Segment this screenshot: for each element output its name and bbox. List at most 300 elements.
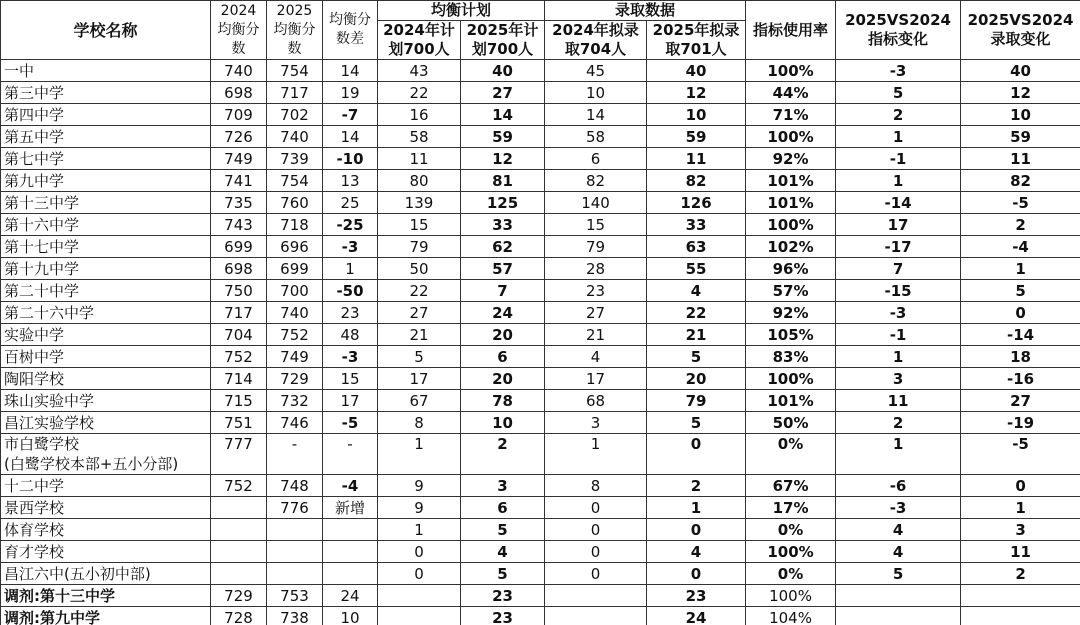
cell-score-2024 [211, 563, 267, 585]
cell-admit-change [961, 607, 1080, 625]
cell-admit-2025: 79 [647, 390, 746, 412]
cell-admit-2025: 0 [647, 519, 746, 541]
cell-admit-change: 1 [961, 258, 1080, 280]
cell-score-2024: 699 [211, 236, 267, 258]
cell-plan-2025: 59 [461, 126, 545, 148]
cell-admit-change: 27 [961, 390, 1080, 412]
cell-plan-2025: 24 [461, 302, 545, 324]
cell-plan-2024: 22 [378, 280, 461, 302]
cell-plan-change: 5 [836, 563, 961, 585]
cell-admit-2025: 10 [647, 104, 746, 126]
cell-usage: 44% [746, 82, 836, 104]
cell-usage: 100% [746, 368, 836, 390]
cell-score-2025: 732 [267, 390, 323, 412]
cell-admit-2025: 82 [647, 170, 746, 192]
cell-score-2025: 699 [267, 258, 323, 280]
cell-plan-2024: 0 [378, 563, 461, 585]
cell-score-2024: 714 [211, 368, 267, 390]
table-row [1, 258, 1080, 280]
cell-score-diff: 48 [323, 324, 378, 346]
cell-score-2025: 739 [267, 148, 323, 170]
cell-usage: 71% [746, 104, 836, 126]
cell-plan-2025: 6 [461, 346, 545, 368]
cell-usage: 100% [746, 541, 836, 563]
cell-admit-2024: 68 [545, 390, 647, 412]
cell-plan-2024: 16 [378, 104, 461, 126]
cell-admit-2024: 82 [545, 170, 647, 192]
cell-score-2025: 746 [267, 412, 323, 434]
cell-school: 第十七中学 [1, 236, 211, 258]
cell-plan-2025: 81 [461, 170, 545, 192]
cell-plan-2024: 67 [378, 390, 461, 412]
cell-score-diff: 14 [323, 60, 378, 82]
header-admit-2024: 2024年拟录取704人 [545, 21, 647, 60]
cell-admit-2025: 22 [647, 302, 746, 324]
cell-plan-2025: 20 [461, 368, 545, 390]
cell-score-diff: -50 [323, 280, 378, 302]
cell-score-2024: 715 [211, 390, 267, 412]
header-admit-2025: 2025年拟录取701人 [647, 21, 746, 60]
cell-admit-2024: 0 [545, 563, 647, 585]
cell-usage: 57% [746, 280, 836, 302]
table-row [1, 214, 1080, 236]
cell-plan-2025: 40 [461, 60, 545, 82]
cell-score-2025: 729 [267, 368, 323, 390]
cell-score-2025: 740 [267, 126, 323, 148]
cell-score-2024: 726 [211, 126, 267, 148]
table-row [1, 236, 1080, 258]
cell-school: 景西学校 [1, 497, 211, 519]
cell-plan-change: -3 [836, 302, 961, 324]
cell-school: 第九中学 [1, 170, 211, 192]
cell-admit-change: 11 [961, 148, 1080, 170]
cell-score-2025 [267, 541, 323, 563]
cell-plan-change: -3 [836, 60, 961, 82]
cell-plan-change: 1 [836, 126, 961, 148]
cell-score-diff: 1 [323, 258, 378, 280]
cell-score-diff: -3 [323, 236, 378, 258]
cell-plan-change: 2 [836, 104, 961, 126]
cell-plan-2025: 2 [461, 434, 545, 475]
cell-usage: 17% [746, 497, 836, 519]
cell-plan-change [836, 585, 961, 607]
cell-admit-2025: 23 [647, 585, 746, 607]
cell-admit-change: -5 [961, 434, 1080, 475]
cell-school: 第十三中学 [1, 192, 211, 214]
cell-plan-2025: 4 [461, 541, 545, 563]
cell-score-diff: 19 [323, 82, 378, 104]
cell-usage: 50% [746, 412, 836, 434]
cell-score-2025: 748 [267, 475, 323, 497]
cell-score-2025: 740 [267, 302, 323, 324]
table-row [1, 563, 1080, 585]
cell-score-2025: 749 [267, 346, 323, 368]
cell-plan-2024: 50 [378, 258, 461, 280]
table-row [1, 607, 1080, 625]
cell-plan-change: -1 [836, 324, 961, 346]
cell-usage: 67% [746, 475, 836, 497]
cell-score-diff: 24 [323, 585, 378, 607]
cell-admit-change: 5 [961, 280, 1080, 302]
cell-admit-2025: 33 [647, 214, 746, 236]
table-body [1, 60, 1080, 625]
cell-admit-change: 1 [961, 497, 1080, 519]
cell-admit-2024: 58 [545, 126, 647, 148]
table-row [1, 475, 1080, 497]
cell-score-2025: 718 [267, 214, 323, 236]
cell-admit-2025: 12 [647, 82, 746, 104]
cell-score-2025 [267, 519, 323, 541]
cell-score-2024: 728 [211, 607, 267, 625]
cell-admit-2024: 0 [545, 497, 647, 519]
cell-plan-2025: 5 [461, 563, 545, 585]
cell-admit-change [961, 585, 1080, 607]
cell-usage: 100% [746, 214, 836, 236]
cell-school: 第十九中学 [1, 258, 211, 280]
cell-school: 第七中学 [1, 148, 211, 170]
cell-admit-2025: 0 [647, 563, 746, 585]
cell-school: 第三中学 [1, 82, 211, 104]
cell-admit-change: -16 [961, 368, 1080, 390]
cell-admit-change: -19 [961, 412, 1080, 434]
cell-usage: 96% [746, 258, 836, 280]
cell-usage: 0% [746, 563, 836, 585]
cell-score-2024: 729 [211, 585, 267, 607]
cell-plan-2025: 14 [461, 104, 545, 126]
cell-score-2024: 741 [211, 170, 267, 192]
cell-school: 第十六中学 [1, 214, 211, 236]
cell-plan-2024: 1 [378, 519, 461, 541]
cell-admit-2024: 10 [545, 82, 647, 104]
cell-plan-2024: 27 [378, 302, 461, 324]
cell-admit-change: 40 [961, 60, 1080, 82]
table-row [1, 148, 1080, 170]
cell-admit-2024 [545, 607, 647, 625]
cell-admit-2024: 15 [545, 214, 647, 236]
cell-plan-2025: 10 [461, 412, 545, 434]
table-row [1, 324, 1080, 346]
table-row [1, 497, 1080, 519]
header-plan-2024: 2024年计划700人 [378, 21, 461, 60]
cell-usage: 104% [746, 607, 836, 625]
cell-plan-2024: 9 [378, 475, 461, 497]
cell-plan-2024: 21 [378, 324, 461, 346]
cell-plan-2024: 15 [378, 214, 461, 236]
header-admit-change: 2025VS2024录取变化 [961, 1, 1080, 60]
table-row [1, 585, 1080, 607]
cell-plan-2025: 78 [461, 390, 545, 412]
cell-admit-2024: 79 [545, 236, 647, 258]
cell-admit-change: 0 [961, 302, 1080, 324]
table-row [1, 346, 1080, 368]
cell-admit-2024: 17 [545, 368, 647, 390]
cell-plan-2025: 23 [461, 585, 545, 607]
cell-score-2024: 749 [211, 148, 267, 170]
cell-admit-change: -14 [961, 324, 1080, 346]
cell-usage: 101% [746, 192, 836, 214]
cell-plan-2025: 27 [461, 82, 545, 104]
cell-admit-2025: 20 [647, 368, 746, 390]
cell-plan-change: 1 [836, 170, 961, 192]
cell-plan-change: 11 [836, 390, 961, 412]
cell-score-diff: 25 [323, 192, 378, 214]
cell-plan-change: -15 [836, 280, 961, 302]
cell-plan-2024: 22 [378, 82, 461, 104]
cell-plan-2024 [378, 607, 461, 625]
cell-admit-change: 59 [961, 126, 1080, 148]
cell-school: 昌江六中(五小初中部) [1, 563, 211, 585]
cell-score-2024: 777 [211, 434, 267, 475]
cell-score-2024: 750 [211, 280, 267, 302]
cell-plan-2025: 5 [461, 519, 545, 541]
cell-admit-change: 12 [961, 82, 1080, 104]
table-row [1, 519, 1080, 541]
cell-plan-2025: 20 [461, 324, 545, 346]
cell-score-diff: 14 [323, 126, 378, 148]
cell-admit-2025: 4 [647, 541, 746, 563]
cell-admit-2024: 27 [545, 302, 647, 324]
cell-admit-2024: 1 [545, 434, 647, 475]
cell-admit-change: 10 [961, 104, 1080, 126]
cell-plan-2024: 9 [378, 497, 461, 519]
cell-score-diff: 13 [323, 170, 378, 192]
table-row [1, 170, 1080, 192]
cell-admit-2025: 4 [647, 280, 746, 302]
cell-plan-change: 1 [836, 346, 961, 368]
cell-school: 昌江实验学校 [1, 412, 211, 434]
cell-plan-2024: 8 [378, 412, 461, 434]
cell-admit-change: 0 [961, 475, 1080, 497]
cell-score-2024: 698 [211, 258, 267, 280]
cell-admit-2025: 24 [647, 607, 746, 625]
cell-score-2024 [211, 519, 267, 541]
cell-plan-change: -14 [836, 192, 961, 214]
cell-plan-2024: 11 [378, 148, 461, 170]
cell-plan-2025: 57 [461, 258, 545, 280]
cell-school: 育才学校 [1, 541, 211, 563]
cell-school: 珠山实验中学 [1, 390, 211, 412]
cell-usage: 92% [746, 302, 836, 324]
cell-score-2025: 752 [267, 324, 323, 346]
header-score-diff: 均衡分数差 [323, 1, 378, 60]
cell-plan-2025: 125 [461, 192, 545, 214]
cell-score-2025: - [267, 434, 323, 475]
cell-score-2025: 760 [267, 192, 323, 214]
cell-plan-2024: 5 [378, 346, 461, 368]
cell-score-2024: 735 [211, 192, 267, 214]
cell-score-diff [323, 563, 378, 585]
cell-usage: 0% [746, 434, 836, 475]
cell-score-2024: 740 [211, 60, 267, 82]
cell-admit-2024: 3 [545, 412, 647, 434]
cell-score-2024: 752 [211, 346, 267, 368]
cell-score-2024: 698 [211, 82, 267, 104]
cell-score-2025: 696 [267, 236, 323, 258]
cell-score-diff [323, 519, 378, 541]
cell-score-diff: - [323, 434, 378, 475]
cell-admit-2024: 8 [545, 475, 647, 497]
header-score-2025: 2025均衡分数 [267, 1, 323, 60]
cell-score-diff: 15 [323, 368, 378, 390]
cell-admit-2025: 11 [647, 148, 746, 170]
cell-plan-2025: 12 [461, 148, 545, 170]
cell-admit-2025: 2 [647, 475, 746, 497]
cell-school: 百树中学 [1, 346, 211, 368]
table-row [1, 541, 1080, 563]
cell-score-2025: 738 [267, 607, 323, 625]
school-name: 市白鹭学校 [4, 435, 80, 453]
header-plan-change: 2025VS2024指标变化 [836, 1, 961, 60]
cell-score-2025: 754 [267, 170, 323, 192]
cell-admit-change: 18 [961, 346, 1080, 368]
cell-score-2024: 751 [211, 412, 267, 434]
cell-score-2025: 702 [267, 104, 323, 126]
cell-admit-2024: 0 [545, 519, 647, 541]
table-row [1, 192, 1080, 214]
cell-usage: 101% [746, 170, 836, 192]
cell-admit-2025: 40 [647, 60, 746, 82]
cell-plan-2025: 33 [461, 214, 545, 236]
cell-school: 第五中学 [1, 126, 211, 148]
table-row [1, 368, 1080, 390]
cell-plan-2025: 3 [461, 475, 545, 497]
table-row [1, 280, 1080, 302]
cell-plan-change: 1 [836, 434, 961, 475]
table-row [1, 434, 1080, 475]
cell-plan-change: 3 [836, 368, 961, 390]
cell-score-diff: 10 [323, 607, 378, 625]
cell-plan-2024: 43 [378, 60, 461, 82]
cell-admit-2025: 126 [647, 192, 746, 214]
cell-usage: 83% [746, 346, 836, 368]
cell-score-2024 [211, 497, 267, 519]
table-header [1, 1, 1080, 60]
cell-plan-2025: 62 [461, 236, 545, 258]
cell-plan-change [836, 607, 961, 625]
cell-plan-2024: 58 [378, 126, 461, 148]
cell-score-2024: 752 [211, 475, 267, 497]
cell-usage: 100% [746, 126, 836, 148]
cell-school: 调剂:第九中学 [1, 607, 211, 625]
table-row [1, 104, 1080, 126]
header-plan-group: 均衡计划 [378, 1, 545, 21]
cell-school: 调剂:第十三中学 [1, 585, 211, 607]
cell-admit-change: 2 [961, 214, 1080, 236]
cell-admit-2024: 45 [545, 60, 647, 82]
cell-admit-2024: 14 [545, 104, 647, 126]
cell-score-2024 [211, 541, 267, 563]
cell-score-2024: 704 [211, 324, 267, 346]
cell-admit-change: 82 [961, 170, 1080, 192]
cell-plan-change: 4 [836, 541, 961, 563]
cell-admit-2025: 63 [647, 236, 746, 258]
cell-admit-2024: 4 [545, 346, 647, 368]
cell-score-diff: -4 [323, 475, 378, 497]
cell-plan-change: -1 [836, 148, 961, 170]
cell-score-diff: -3 [323, 346, 378, 368]
table-row [1, 82, 1080, 104]
cell-plan-2024: 17 [378, 368, 461, 390]
cell-plan-change: -6 [836, 475, 961, 497]
header-admit-group: 录取数据 [545, 1, 746, 21]
cell-admit-2025: 1 [647, 497, 746, 519]
cell-score-diff: 新增 [323, 497, 378, 519]
cell-usage: 100% [746, 60, 836, 82]
cell-plan-2024: 1 [378, 434, 461, 475]
cell-plan-2024: 80 [378, 170, 461, 192]
cell-admit-change: 11 [961, 541, 1080, 563]
cell-usage: 105% [746, 324, 836, 346]
cell-school: 实验中学 [1, 324, 211, 346]
cell-admit-2025: 59 [647, 126, 746, 148]
cell-score-2024: 717 [211, 302, 267, 324]
cell-plan-2025: 6 [461, 497, 545, 519]
cell-admit-change: -4 [961, 236, 1080, 258]
cell-admit-2025: 21 [647, 324, 746, 346]
table-row [1, 412, 1080, 434]
cell-score-2025: 700 [267, 280, 323, 302]
cell-plan-change: 7 [836, 258, 961, 280]
cell-plan-change: -3 [836, 497, 961, 519]
cell-score-2024: 743 [211, 214, 267, 236]
table-row [1, 302, 1080, 324]
cell-school: 第二十中学 [1, 280, 211, 302]
cell-admit-2025: 0 [647, 434, 746, 475]
cell-admit-2025: 5 [647, 412, 746, 434]
cell-score-diff: -25 [323, 214, 378, 236]
cell-plan-change: 4 [836, 519, 961, 541]
cell-admit-2024: 23 [545, 280, 647, 302]
cell-admit-change: 3 [961, 519, 1080, 541]
cell-school: 一中 [1, 60, 211, 82]
school-name-note: (白鹭学校本部+五小分部) [4, 455, 179, 473]
cell-usage: 0% [746, 519, 836, 541]
cell-admit-2024: 0 [545, 541, 647, 563]
table-row [1, 60, 1080, 82]
cell-score-2025 [267, 563, 323, 585]
cell-plan-change: -17 [836, 236, 961, 258]
cell-school: 体育学校 [1, 519, 211, 541]
cell-school [1, 434, 211, 475]
table-row [1, 390, 1080, 412]
cell-school: 第四中学 [1, 104, 211, 126]
cell-score-diff [323, 541, 378, 563]
cell-school: 陶阳学校 [1, 368, 211, 390]
cell-admit-change: -5 [961, 192, 1080, 214]
table-row [1, 126, 1080, 148]
cell-score-diff: -10 [323, 148, 378, 170]
cell-admit-2025: 55 [647, 258, 746, 280]
cell-plan-change: 5 [836, 82, 961, 104]
cell-plan-2024: 139 [378, 192, 461, 214]
cell-admit-2024: 28 [545, 258, 647, 280]
cell-admit-2025: 5 [647, 346, 746, 368]
cell-usage: 92% [746, 148, 836, 170]
cell-admit-2024: 21 [545, 324, 647, 346]
cell-score-diff: -5 [323, 412, 378, 434]
cell-score-2024: 709 [211, 104, 267, 126]
cell-admit-change: 2 [961, 563, 1080, 585]
cell-usage: 100% [746, 585, 836, 607]
cell-score-2025: 776 [267, 497, 323, 519]
cell-plan-2024: 0 [378, 541, 461, 563]
cell-admit-2024 [545, 585, 647, 607]
cell-plan-2025: 23 [461, 607, 545, 625]
cell-usage: 102% [746, 236, 836, 258]
header-school: 学校名称 [1, 1, 211, 60]
cell-admit-2024: 6 [545, 148, 647, 170]
cell-plan-2025: 7 [461, 280, 545, 302]
